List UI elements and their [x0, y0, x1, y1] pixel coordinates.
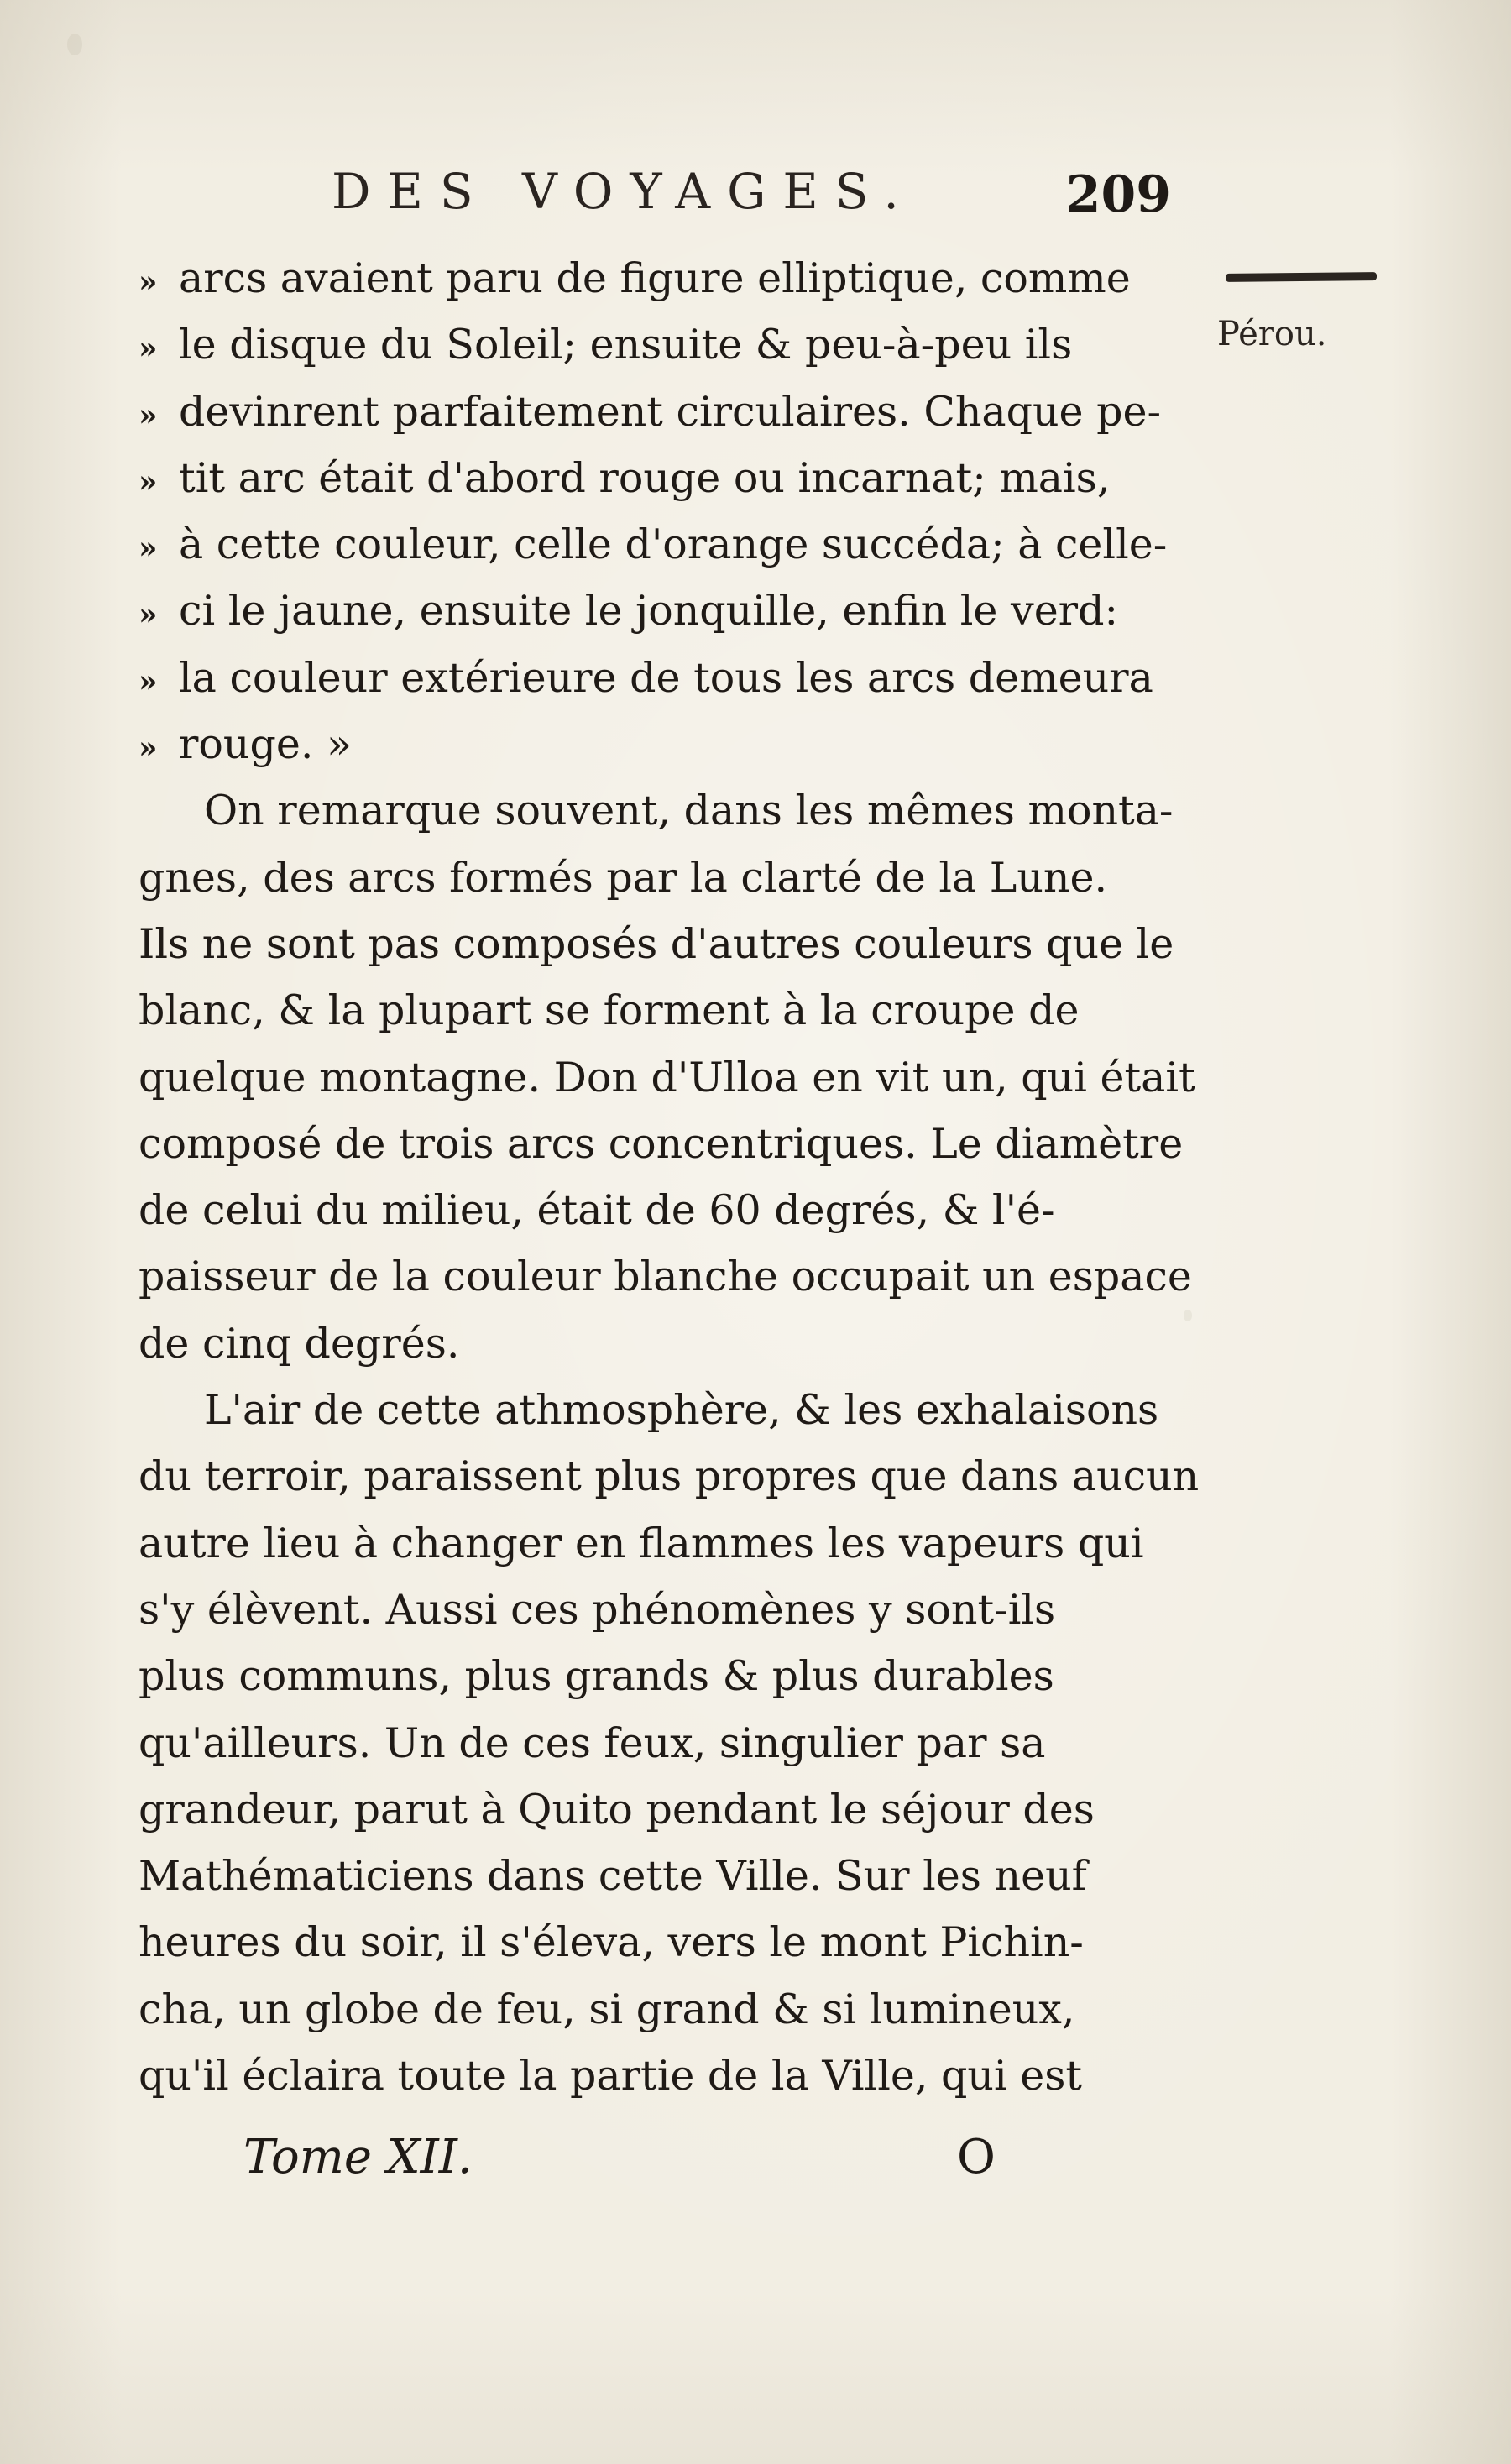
- signature-mark: O: [957, 2130, 996, 2184]
- line-text: blanc, & la plupart se forment à la croupe de: [139, 986, 1080, 1035]
- quote-mark: »: [139, 331, 158, 367]
- text-line: [139, 445, 1205, 511]
- line-text: de cinq degrés.: [139, 1319, 460, 1368]
- text-line: [139, 1510, 1205, 1577]
- paper-speck: [67, 34, 82, 55]
- line-text: plus communs, plus grands & plus durables: [139, 1652, 1054, 1701]
- text-line: [139, 777, 1205, 844]
- line-text: On remarque souvent, dans les mêmes monta-: [204, 787, 1174, 835]
- running-title: DES VOYAGES.: [332, 163, 916, 220]
- text-line: [139, 1976, 1205, 2043]
- text-line: [139, 511, 1205, 578]
- text-line: [139, 1377, 1205, 1443]
- text-line: [139, 1776, 1205, 1843]
- line-text: autre lieu à changer en flammes les vapeurs qui: [139, 1519, 1144, 1567]
- margin-rule: [1226, 272, 1377, 282]
- quote-mark: »: [139, 531, 158, 567]
- text-line: [139, 645, 1205, 711]
- line-text: gnes, des arcs formés par la clarté de la Lune.: [139, 853, 1108, 902]
- line-text: à cette couleur, celle d'orange succéda; à celle-: [179, 521, 1168, 569]
- text-line: [139, 2043, 1205, 2109]
- quote-mark: »: [139, 663, 158, 699]
- line-text: rouge. »: [179, 720, 352, 769]
- text-line: [139, 1843, 1205, 1909]
- line-text: de celui du milieu, était de 60 degrés, & l'é-: [139, 1186, 1055, 1235]
- line-text: le disque du Soleil; ensuite & peu-à-peu ils: [179, 321, 1073, 369]
- text-line: [139, 1643, 1205, 1709]
- text-line: [139, 1177, 1205, 1243]
- line-text: s'y élèvent. Aussi ces phénomènes y sont-ils: [139, 1585, 1056, 1634]
- text-line: [139, 1577, 1205, 1643]
- line-text: arcs avaient paru de figure elliptique, comme: [179, 254, 1131, 302]
- line-text: heures du soir, il s'éleva, vers le mont Pichin-: [139, 1918, 1084, 1967]
- text-line: [139, 311, 1205, 378]
- line-text: devinrent parfaitement circulaires. Chaque pe-: [179, 387, 1162, 436]
- page-header: [332, 160, 1179, 227]
- line-text: la couleur extérieure de tous les arcs demeura: [179, 653, 1153, 702]
- line-text: Ils ne sont pas composés d'autres couleurs que le: [139, 919, 1174, 968]
- page-footer: [139, 2124, 1205, 2200]
- line-text: paisseur de la couleur blanche occupait un espace: [139, 1253, 1192, 1301]
- quote-mark: »: [139, 730, 158, 766]
- line-text: qu'il éclaira toute la partie de la Ville, qui est: [139, 2052, 1083, 2100]
- line-text: Mathématiciens dans cette Ville. Sur les neuf: [139, 1852, 1087, 1901]
- text-line: [139, 1243, 1205, 1310]
- line-text: ci le jaune, ensuite le jonquille, enfin le verd:: [179, 587, 1118, 636]
- line-text: tit arc était d'abord rouge ou incarnat; mais,: [179, 453, 1111, 502]
- text-line: [139, 1310, 1205, 1377]
- volume-mark: Tome XII.: [243, 2130, 473, 2184]
- page-number: 209: [1065, 165, 1171, 224]
- text-line: [139, 578, 1205, 644]
- text-line: [139, 1710, 1205, 1776]
- text-line: [139, 1909, 1205, 1975]
- quote-mark: »: [139, 397, 158, 433]
- text-line: [139, 911, 1205, 977]
- body-text: [139, 245, 1205, 2109]
- margin-note: Pérou.: [1217, 315, 1327, 353]
- quote-mark: »: [139, 463, 158, 500]
- quote-mark: »: [139, 597, 158, 633]
- text-line: [139, 977, 1205, 1044]
- text-line: [139, 379, 1205, 445]
- line-text: L'air de cette athmosphère, & les exhalaisons: [204, 1386, 1159, 1435]
- text-line: [139, 711, 1205, 777]
- text-line: [139, 1443, 1205, 1509]
- line-text: composé de trois arcs concentriques. Le diamètre: [139, 1119, 1184, 1168]
- text-line: [139, 1111, 1205, 1177]
- line-text: qu'ailleurs. Un de ces feux, singulier par sa: [139, 1719, 1046, 1767]
- quote-mark: »: [139, 264, 158, 300]
- text-line: [139, 245, 1205, 311]
- text-line: [139, 1044, 1205, 1111]
- text-line: [139, 845, 1205, 911]
- line-text: du terroir, paraissent plus propres que dans aucun: [139, 1452, 1200, 1501]
- line-text: quelque montagne. Don d'Ulloa en vit un, qui était: [139, 1053, 1195, 1101]
- line-text: grandeur, parut à Quito pendant le séjour des: [139, 1785, 1095, 1834]
- line-text: cha, un globe de feu, si grand & si lumineux,: [139, 1985, 1075, 2033]
